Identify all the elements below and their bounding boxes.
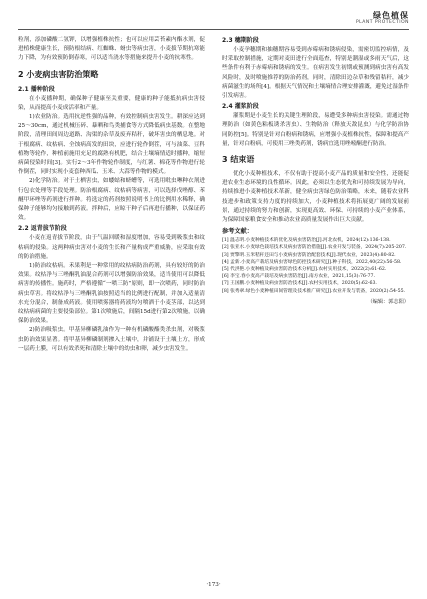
header-divider (18, 29, 409, 30)
left-column (18, 36, 205, 354)
paragraph: 2)防治吸浆虫。甲基异柳磷乳油作为一种有机磷酸酯类杀虫剂，对吸浆虫防治效果显著。将甲基异柳磷制剂掺入土壤中，并铺设于土壤上方，形成一层药土膜，可以有效杀死和清除土壤中的幼虫和卵，减少虫害发生。 (18, 327, 205, 352)
reference-item: [1] 温志明.小麦种植技术的优化及病虫害防治[J].河北农机，2024(12):136-138. (222, 238, 391, 244)
reference-item: [2] 张亚水.小麦绿色栽培技术及病虫害防治措施[J].农业开发与装备，2024(7):205-207. (222, 245, 407, 251)
paragraph: 小麦孕穗期和抽穗期容易受到赤霉病和锈病侵染，需密切监控病情，及时采取控制措施，定期对麦田进行全面巡查，特别是潮湿或多雨天气后，这些条件有利于赤霉病和锈病的发生。在病害发生初期或预测到病虫害有高发风险时，及时喷施推荐的防治药剂，同时，清除田边杂草和残留秸秆，减少病菌滋生的场所[4]。根据天气情况和土壤墒情合理安排灌溉，避免过湿条件引发病害。 (222, 47, 409, 100)
references-list (222, 237, 409, 295)
reference-item: [4] 孟新.小麦高产栽培及病虫害绿色防控技术研究[J].种子科技，2022,40(22):56-58. (222, 259, 402, 265)
journal-header (229, 10, 409, 26)
paragraph: 1)防治纹枯病。禾果利是一种常用的纹枯病防治药剂，具有较好的防治效果。纹枯净与三唑酮乳油混合药剂可以增强防治效果，适当使用可以降低病害的传播性。施药时，严格遵循“一喷三防”原则，即一次喷药，同时防治病虫草害。将纹枯净与三唑酮乳油按照适当的比例进行配制，并加入适量清水充分混合，制备成药液。使用喷雾器将药液均匀喷洒于小麦茎部，以达到纹枯病病菌的主要侵染部位。第1次喷施后，间隔15d进行第2次喷施，以确保防治效果。 (18, 263, 205, 325)
section-2-heading: 2 小麦病虫害防治策略 (18, 69, 99, 79)
subsection-2-3-heading: 2.3 穗期阶段 (222, 37, 259, 44)
section-3-heading: 3 结束语 (222, 155, 255, 165)
journal-section-subtitle: PLANT PROTECTION (355, 20, 409, 25)
paragraph: 优化小麦种植技术，不仅有助于提高小麦产品的质量和安全性，还能促进农业生态环境的良性循环。因此，必须以生态优先和可持续发展为导向，持续推进小麦种植技术革新，健全病虫害绿色防治策略，未来，随着农业科技进步和政策支持力度的持续加大，小麦种植技术将拓展更广阔的发展前景，通过持续的努力和创新，实现更高效、环保、可持续的小麦产业体系，为保障国家粮食安全和推动农业高质量发展作出巨大贡献。 (222, 171, 409, 224)
page-number: ·173· (206, 582, 221, 588)
reference-item: [8] 张秀翠.绿色小麦种植田间管理及技术推广研究[J].农业开发与装备，2020(2):54-55. (222, 288, 406, 294)
subsection-2-1-heading: 2.1 播种阶段 (18, 85, 55, 93)
right-column (222, 36, 409, 306)
reference-item: [6] 李宝.春小麦高产栽培及病虫害防治[J].南方农业，2021,15(3):76-77. (222, 274, 376, 280)
paragraph: 1)农业防治。选用抗逆性强的品种，有效控制病虫害发生。耕深应达到25～30cm，通过机械压碎、暴晒和鸟类捕食等方式降低病虫基数。在整地阶段，清理田间周边道路、沟渠的杂草及废弃秸秆，破坏害虫的栖息地。对于根腐病、纹枯病、全蚀病高发的田块，应进行轮作倒茬，可与油菜、豆科植物等轮作，种植前施用充足的腐熟有机肥，结合土壤墒情适时播种，缩短病菌侵染时间[3]。实行2～3年作物轮作制度，与红薯、棉花等作物进行轮作倒茬，同时实现小麦套种西瓜、玉米、大蒜等作物的模式。 (18, 114, 205, 176)
reference-item: [5] 代洪艳.小麦种植及病虫害防治技术分析[J].农村实用技术，2022(2):61-62. (222, 267, 387, 273)
paragraph: 2)化学防治。对于土栖害虫，如蝼蛄和蛴螬等，可选用吡虫啉种衣剂进行包衣处理等手段处理。防治根腐病、纹枯病等病害，可以选择戊唑醇、苯醚甲环唑等药剂进行拌种。将选定的药剂按照说明书上的比例用水稀释，确保种子能够均匀接触到药液。拌种后，应晾干种子后再进行播种，以保证药效。 (18, 178, 205, 222)
subsection-2-4-heading: 2.4 灌浆阶段 (222, 103, 259, 111)
journal-section-title: 绿色植保 (373, 10, 409, 20)
paragraph: 小麦在返青拔节阶段，由于气温回暖和湿度增加，容易受到吸浆虫和纹枯病的侵染。这两种病虫害对小麦的生长和产量构成严重威胁，应采取有效的防治措施。 (18, 235, 205, 260)
paragraph: 在小麦播种期，确保种子健康至关重要，健康的种子能抵抗病虫害侵染，从而提高小麦成活率和产量。 (18, 95, 205, 111)
editor-note: （编辑：郭志阳） (367, 298, 409, 305)
reference-item: [3] 贾擎明.玉米秸秆还田与小麦病虫害防治配套技术[J].现代农业，2023(4):80-82. (222, 252, 396, 258)
references-heading: 参考文献： (222, 228, 253, 236)
subsection-2-2-heading: 2.2 返青拔节阶段 (18, 225, 67, 233)
reference-item: [7] 王国鹏.小麦种植及病虫害防治技术[J].农村实用技术，2020(5):62-63. (222, 281, 377, 287)
intro-paragraph: 粒剂，添加磷酸二氢钾，以增强植株抗性；也可以应用芸苔素内酯水剂，促进植株健康生长，预防根结病、红蜘蛛、蚜虫等病虫害，小麦拔节期抗寒能力下降，为有效预防倒春寒，可以适当浇水等措施来提升小麦的抗寒性。 (18, 37, 205, 62)
paragraph: 灌浆期是小麦生长的关键生理阶段，易遭受多种病虫害侵染。需通过物理防治（如黄色粘板诱杀害虫）、生物防治（释放天敌昆虫）与化学防治协同防控[5]。特别是针对白粉病和锈病，应增强小麦植株抗性，保障和提高产量，针对白粉病，可使用三唑类药剂，锈病宜选用唑嘧酮进行防治。 (222, 113, 409, 147)
